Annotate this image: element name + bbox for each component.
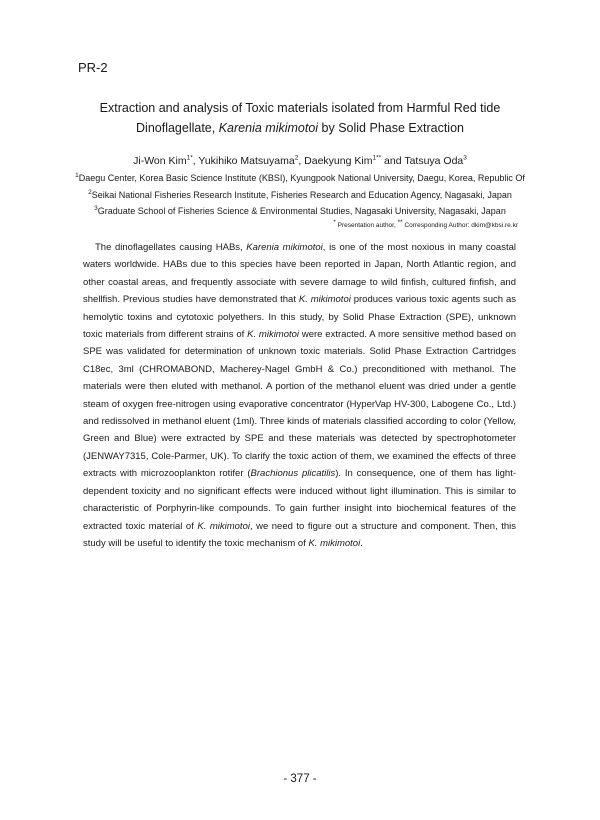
abstract-text: ). In consequence, one of them has light-dependent toxicity and no significant effects were induced without light illumination. This is similar to characteristic of Porphyrin-like compounds. To gain further insight into biochemical features of the extracted toxic material of	[83, 468, 516, 532]
session-label: PR-2	[78, 60, 108, 75]
title-line-1: Extraction and analysis of Toxic materials isolated from Harmful Red tide	[99, 101, 501, 115]
author-separator: ,	[298, 155, 305, 167]
abstract-text: .	[360, 537, 363, 549]
paper-title	[60, 98, 540, 138]
author-affiliation-mark: 3	[463, 154, 467, 162]
title-species-name: Karenia mikimotoi	[218, 121, 319, 135]
abstract-text: produces various toxic agents such as hemolytic toxins and cytotoxic polyethers. In this study, by Solid Phase Extraction (SPE), unknown toxic materials from different strains of	[83, 294, 516, 341]
abstract-text: , is one of the most noxious in many coastal waters worldwide. HABs due to this species have been reported in Japan, North Atlantic region, and other coastal areas, and frequently associate with severe damage to wild finfish, cultured finfish, and shellfish. Previous studies have demonstrated that	[83, 242, 516, 306]
page-number: - 377 -	[283, 773, 317, 785]
title-line-2	[60, 118, 540, 138]
affiliation-text: Seikai National Fisheries Research Institute, Fisheries Research and Education Agency, Nagasaki, Japan	[91, 189, 512, 200]
abstract-italic-term: K. mikimotoi	[298, 294, 351, 306]
title-line-2-pre: Dinoflagellate,	[136, 121, 219, 135]
author-separator: ,	[192, 155, 199, 167]
author-name: Daekyung Kim	[304, 155, 373, 167]
affiliation-item	[60, 170, 540, 187]
author-affiliation-mark: 1**	[372, 154, 382, 162]
abstract-italic-term: Karenia mikimotoi	[246, 242, 323, 253]
abstract-text: The dinoflagellates causing HABs,	[95, 242, 247, 253]
affiliation-mark: 3	[94, 205, 98, 212]
affiliation-mark: 1	[75, 172, 79, 179]
abstract-italic-term: K. mikimotoi	[247, 329, 300, 341]
affiliation-item	[60, 203, 540, 220]
note-text: Presentation author,	[335, 222, 398, 229]
author-list	[60, 154, 540, 168]
abstract-italic-term: K. mikimotoi	[308, 537, 361, 549]
author-affiliation-mark: 1*	[186, 154, 193, 162]
abstract-body	[83, 239, 516, 552]
author-name: Tatsuya Oda	[404, 155, 464, 167]
affiliation-text: Graduate School of Fisheries Science & Environmental Studies, Nagasaki University, Nagasaki, Japan	[97, 206, 506, 216]
abstract-text: were extracted. A more sensitive method based on SPE was validated for determination of unknown toxic materials. Solid Phase Extraction Cartridges C18ec, 3ml (CHROMABOND, Macherey-Nagel GmbH & Co.) preconditioned with methanol. The materials were then eluted with methanol. A portion of the methanol eluent was dried under a gentle steam of oxygen free-nitrogen using evaporative concentrator (HyperVap HV-300, Labogene Co., Ltd.) and redissolved in methanol eluent (1ml). Three kinds of materials classified according to color (Yellow, Green and Blue) were extracted by SPE and these materials was detected by spectrophotometer (JENWAY7315, Cole-Parmer, UK). To clarify the toxic action of them, we examined the effects of three extracts with microzooplankton rotifer (	[83, 329, 517, 480]
note-mark: *	[333, 218, 336, 226]
note-text: Corresponding Author: dkim@kbsi.re.kr	[402, 222, 518, 229]
affiliation-item	[60, 187, 540, 204]
author-name: Ji-Won Kim	[133, 155, 187, 167]
affiliation-list	[60, 170, 540, 220]
author-name: Yukihiko Matsuyama	[198, 155, 295, 167]
abstract-text: , we need to figure out a structure and component. Then, this study will be useful to identify the toxic mechanism of	[83, 520, 516, 549]
abstract-italic-term: Brachionus plicatilis	[250, 468, 336, 480]
author-note	[333, 218, 518, 229]
affiliation-mark: 2	[88, 188, 92, 196]
note-mark: **	[397, 218, 403, 226]
author-separator: and	[381, 155, 405, 167]
author-affiliation-mark: 2	[294, 154, 299, 162]
title-line-2-post: by Solid Phase Extraction	[318, 121, 464, 135]
affiliation-text: Daegu Center, Korea Basic Science Institute (KBSI), Kyungpook National University, Daegu, Korea, Republic Of	[78, 173, 525, 183]
abstract-paragraph	[83, 239, 516, 552]
abstract-italic-term: K. mikimotoi	[197, 520, 250, 532]
